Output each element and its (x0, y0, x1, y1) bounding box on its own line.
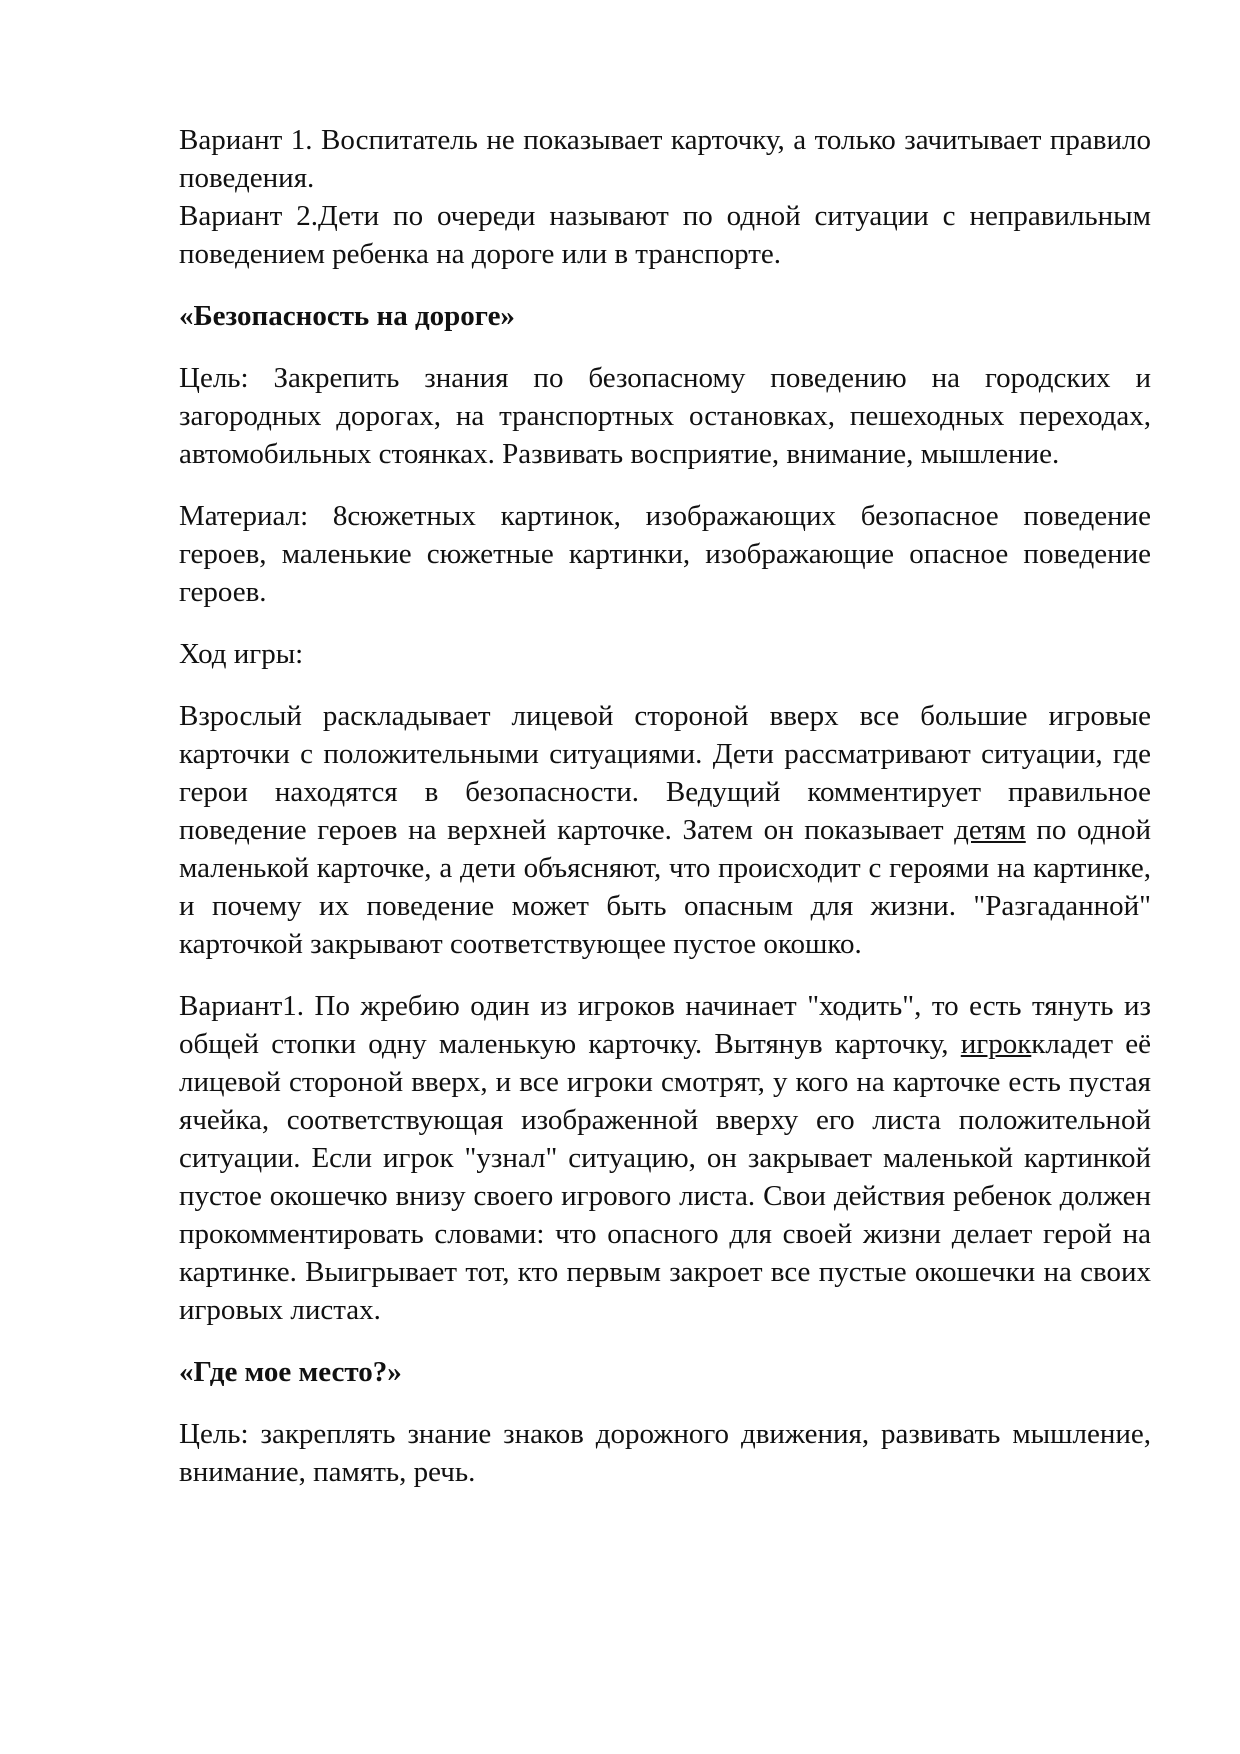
paragraph-course: Ход игры: (179, 638, 304, 670)
paragraph-goal: Цель: Закрепить знания по безопасному поведению на городских и загородных дорогах, на транспортных остановках, пешеходных переходах, автомобильных стоянках. Развивать восприятие, внимание, мышление. (179, 362, 1151, 470)
text: по одной маленькой карточке, а дети объясняют, что происходит с героями на картинке, и почему их поведение может быть опасным для жизни. "Разгаданной" карточкой закрывают соответствующее пустое окошко. (179, 814, 1151, 960)
paragraph-material: Материал: 8сюжетных картинок, изображающих безопасное поведение героев, маленькие сюжетные картинки, изображающие опасное поведение героев. (179, 500, 1151, 608)
paragraph-variant-2: Вариант 2.Дети по очереди называют по одной ситуации с неправильным поведением ребенка на дороге или в транспорте. (179, 200, 1151, 270)
heading-where-is-my-place: «Где мое место?» (179, 1356, 402, 1388)
paragraph-variant1-rules (179, 987, 1151, 1329)
document-page (179, 121, 1151, 1515)
paragraph-adult (179, 697, 1151, 963)
heading-road-safety: «Безопасность на дороге» (179, 300, 515, 332)
text: Вариант1. По жребию один из игроков начинает "ходить", то есть тянуть из общей стопки одну маленькую карточку. Вытянув карточку, (179, 990, 1151, 1060)
paragraph-goal-2: Цель: закреплять знание знаков дорожного движения, развивать мышление, внимание, память, речь. (179, 1418, 1151, 1488)
underlined-word: игрок (960, 1028, 1032, 1060)
underlined-word: детям (954, 814, 1026, 846)
paragraph-variant-1: Вариант 1. Воспитатель не показывает карточку, а только зачитывает правило поведения. (179, 124, 1151, 194)
text: кладет её лицевой стороной вверх, и все игроки смотрят, у кого на карточке есть пустая ячейка, соответствующая изображенной вверху его листа положительной ситуации. Если игрок "узнал" ситуацию, он закрывает маленькой картинкой пустое окошечко внизу своего игрового листа. Свои действия ребенок должен прокомментировать словами: что опасного для своей жизни делает герой на картинке. Выигрывает тот, кто первым закроет все пустые окошечки на своих игровых листах. (179, 1028, 1152, 1326)
text: Взрослый раскладывает лицевой стороной вверх все большие игровые карточки с положительными ситуациями. Дети рассматривают ситуации, где герои находятся в безопасности. Ведущий комментирует правильное поведение героев на верхней карточке. Затем он показывает (179, 700, 1151, 846)
